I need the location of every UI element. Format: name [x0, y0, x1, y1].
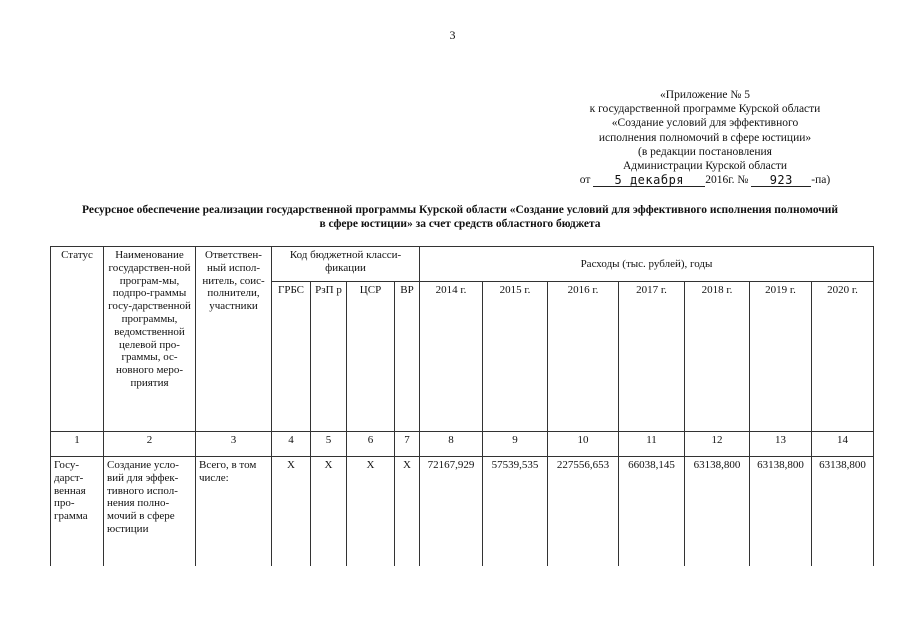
row-name: Создание усло-вий для эффек-тивного испол-нения полно-мочий в сфере юстиции — [104, 457, 196, 567]
header-year-2019: 2019 г. — [750, 282, 812, 432]
row-value-2017: 66038,145 — [619, 457, 685, 567]
header-year-2016: 2016 г. — [548, 282, 619, 432]
date-prefix: от — [579, 174, 591, 187]
row-value-2020: 63138,800 — [812, 457, 874, 567]
column-number: 2 — [104, 432, 196, 457]
appendix-line-5: (в редакции постановления — [638, 145, 772, 158]
column-number: 11 — [619, 432, 685, 457]
header-year-2014: 2014 г. — [420, 282, 483, 432]
resolution-date: 5 декабря — [593, 174, 705, 187]
table-row — [51, 457, 874, 567]
number-suffix: -па) — [811, 174, 831, 187]
column-number: 3 — [196, 432, 272, 457]
appendix-line-6: Администрации Курской области — [623, 160, 787, 173]
page-number: 3 — [449, 28, 456, 42]
appendix-line-4: исполнения полномочий в сфере юстиции» — [598, 131, 812, 144]
row-responsible: Всего, в том числе: — [196, 457, 272, 567]
column-number: 8 — [420, 432, 483, 457]
row-csr: Х — [347, 457, 395, 567]
resource-table — [50, 246, 874, 566]
appendix-line-2: к государственной программе Курской области — [589, 103, 821, 116]
row-value-2014: 72167,929 — [420, 457, 483, 567]
row-grbs: Х — [272, 457, 311, 567]
column-number: 4 — [272, 432, 311, 457]
appendix-line-1: «Приложение № 5 — [660, 89, 750, 101]
resolution-number: 923 — [751, 174, 811, 187]
header-name: Наименование государствен-ной програм-мы, подпро-граммы госу-дарственной программы, ведомственной целевой про-граммы, ос-новного меро-приятия — [104, 247, 196, 432]
column-number: 13 — [750, 432, 812, 457]
row-value-2019: 63138,800 — [750, 457, 812, 567]
header-responsible: Ответствен-ный испол-нитель, соис-полнители, участники — [196, 247, 272, 432]
header-status: Статус — [51, 247, 104, 432]
header-year-2017: 2017 г. — [619, 282, 685, 432]
header-expenses: Расходы (тыс. рублей), годы — [420, 247, 874, 282]
column-number: 10 — [548, 432, 619, 457]
document-title: Ресурсное обеспечение реализации государственной программы Курской области «Создание условий для эффективного исполнения полномочий в сфере юстиции» за счет средств областного бюджета — [81, 204, 839, 230]
column-number: 5 — [311, 432, 347, 457]
column-number: 12 — [685, 432, 750, 457]
row-value-2015: 57539,535 — [483, 457, 548, 567]
header-vr: ВР — [395, 282, 420, 432]
column-number: 14 — [812, 432, 874, 457]
row-status: Госу-дарст-венная про-грамма — [51, 457, 104, 567]
column-number: 7 — [395, 432, 420, 457]
header-rzpr: РзП р — [311, 282, 347, 432]
header-year-2015: 2015 г. — [483, 282, 548, 432]
header-year-2018: 2018 г. — [685, 282, 750, 432]
row-value-2018: 63138,800 — [685, 457, 750, 567]
row-value-2016: 227556,653 — [548, 457, 619, 567]
column-number: 1 — [51, 432, 104, 457]
appendix-line-3: «Создание условий для эффективного — [611, 117, 799, 130]
row-rzpr: Х — [311, 457, 347, 567]
year-number-label: 2016г. № — [705, 174, 749, 187]
appendix-header — [540, 88, 870, 187]
row-vr: Х — [395, 457, 420, 567]
header-budget-code: Код бюджетной класси-фикации — [272, 247, 420, 282]
header-grbs: ГРБС — [272, 282, 311, 432]
column-number: 6 — [347, 432, 395, 457]
header-year-2020: 2020 г. — [812, 282, 874, 432]
resolution-date-line — [540, 173, 870, 187]
header-csr: ЦСР — [347, 282, 395, 432]
column-number: 9 — [483, 432, 548, 457]
